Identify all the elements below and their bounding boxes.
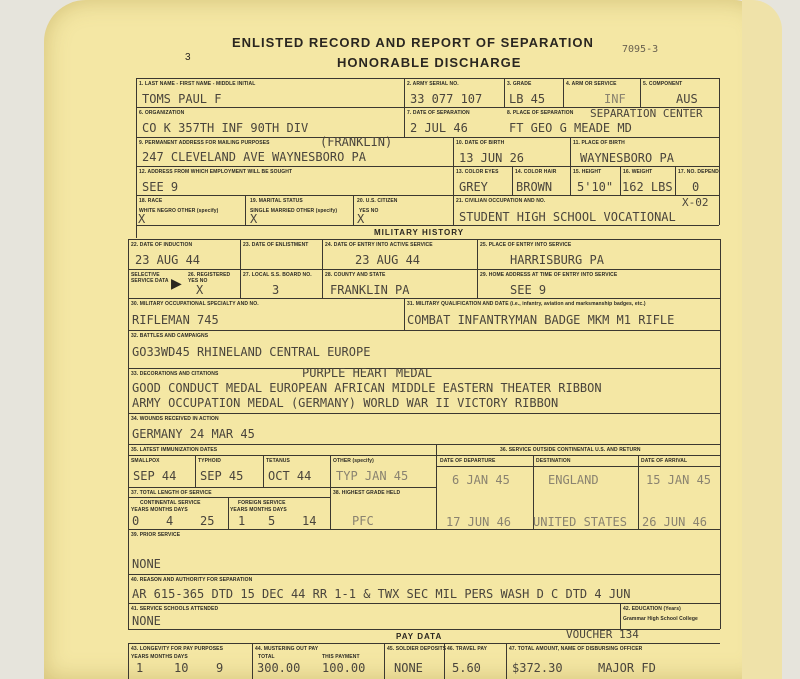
weight-label: 16. WEIGHT xyxy=(623,169,653,175)
arrow-right-icon: ▶ xyxy=(171,275,182,291)
travel-pay-label: 46. TRAVEL PAY xyxy=(447,646,488,652)
grade-held-value: PFC xyxy=(352,514,374,528)
hair-label: 14. COLOR HAIR xyxy=(515,169,557,175)
mustering-total-label: TOTAL xyxy=(258,654,275,660)
education-columns: Grammar High School College xyxy=(623,616,698,622)
foreign-days: 14 xyxy=(302,514,317,528)
arm-label: 4. ARM OR SERVICE xyxy=(566,81,617,87)
longevity-ymd-label: YEARS MONTHS DAYS xyxy=(131,654,188,660)
separation-date-value: 2 JUL 46 xyxy=(410,121,468,135)
soldier-deposits-value: NONE xyxy=(394,661,423,675)
foreign-years: 1 xyxy=(238,514,246,528)
component-label: 5. COMPONENT xyxy=(643,81,683,87)
pob-label: 11. PLACE OF BIRTH xyxy=(573,140,625,146)
race-label: 18. RACE xyxy=(139,198,163,204)
prior-service-value: NONE xyxy=(132,557,161,571)
active-value: 23 AUG 44 xyxy=(355,253,421,267)
entry-place-label: 25. PLACE OF ENTRY INTO SERVICE xyxy=(480,242,572,248)
race-mark: X xyxy=(138,212,146,226)
board-label: 27. LOCAL S.S. BOARD NO. xyxy=(243,272,312,278)
this-payment-label: THIS PAYMENT xyxy=(322,654,360,660)
separation-center-value: SEPARATION CENTER xyxy=(590,107,703,120)
disbursing-officer-value: MAJOR FD xyxy=(598,661,656,675)
dependents-label: 17. NO. DEPEND. xyxy=(678,169,721,175)
arrival-2: 26 JUN 46 xyxy=(642,515,708,529)
eyes-value: GREY xyxy=(459,180,488,194)
page-number: 3 xyxy=(185,52,191,63)
continental-ymd-label: YEARS MONTHS DAYS xyxy=(131,507,188,513)
typhoid-value: SEP 45 xyxy=(200,469,244,483)
decorations-label: 33. DECORATIONS AND CITATIONS xyxy=(131,371,219,377)
form-subtitle: HONORABLE DISCHARGE xyxy=(337,55,522,70)
form-title: ENLISTED RECORD AND REPORT OF SEPARATION xyxy=(232,35,594,50)
decorations-line1: GOOD CONDUCT MEDAL EUROPEAN AFRICAN MIDDLE EASTERN THEATER RIBBON xyxy=(132,381,602,395)
grade-value: LB 45 xyxy=(509,92,546,106)
eyes-label: 13. COLOR EYES xyxy=(456,169,499,175)
cont-months: 4 xyxy=(166,514,174,528)
enlistment-label: 23. DATE OF ENLISTMENT xyxy=(243,242,309,248)
mustering-label: 44. MUSTERING OUT PAY xyxy=(255,646,319,652)
county-value: FRANKLIN PA xyxy=(330,283,410,297)
other-label: OTHER (specify) xyxy=(333,458,374,464)
longevity-days: 9 xyxy=(216,661,224,675)
dob-label: 10. DATE OF BIRTH xyxy=(456,140,505,146)
decorations-line2: ARMY OCCUPATION MEDAL (GERMANY) WORLD WAR II VICTORY RIBBON xyxy=(132,396,559,410)
separation-date-label: 7. DATE OF SEPARATION xyxy=(407,110,470,116)
serial-value: 33 077 107 xyxy=(410,92,483,106)
registered-label: 26. REGISTERED YES NO xyxy=(188,272,231,284)
separation-place-value: FT GEO G MEADE MD xyxy=(509,121,632,135)
corner-stamp: 7095-3 xyxy=(622,44,659,55)
pay-data-title: PAY DATA xyxy=(396,632,443,641)
paper-curled-edge xyxy=(742,0,782,679)
foreign-months: 5 xyxy=(268,514,276,528)
arrival-1: 15 JAN 45 xyxy=(646,473,712,487)
cont-days: 25 xyxy=(200,514,215,528)
component-value: AUS xyxy=(676,92,698,106)
active-label: 24. DATE OF ENTRY INTO ACTIVE SERVICE xyxy=(325,242,433,248)
height-value: 5'10" xyxy=(577,180,614,194)
home-label: 29. HOME ADDRESS AT TIME OF ENTRY INTO SERVICE xyxy=(480,272,618,278)
overseas-label: 36. SERVICE OUTSIDE CONTINENTAL U.S. AND RETURN xyxy=(500,447,641,453)
destination-1: ENGLAND xyxy=(548,473,599,487)
reason-label: 40. REASON AND AUTHORITY FOR SEPARATION xyxy=(131,577,253,583)
departure-label: DATE OF DEPARTURE xyxy=(440,458,496,464)
induction-label: 22. DATE OF INDUCTION xyxy=(131,242,193,248)
departure-2: 17 JUN 46 xyxy=(446,515,512,529)
battles-value: GO33WD45 RHINELAND CENTRAL EUROPE xyxy=(132,345,371,359)
height-label: 15. HEIGHT xyxy=(573,169,602,175)
home-value: SEE 9 xyxy=(510,283,547,297)
wounds-label: 34. WOUNDS RECEIVED IN ACTION xyxy=(131,416,219,422)
county-note: (FRANKLIN) xyxy=(320,135,393,149)
name-value: TOMS PAUL F xyxy=(142,92,222,106)
longevity-months: 10 xyxy=(174,661,189,675)
immunization-label: 35. LATEST IMMUNIZATION DATES xyxy=(131,447,218,453)
travel-pay-value: 5.60 xyxy=(452,661,481,675)
mos-label: 30. MILITARY OCCUPATIONAL SPECIALTY AND NO. xyxy=(131,301,259,307)
serial-label: 2. ARMY SERIAL NO. xyxy=(407,81,459,87)
separation-place-label: 8. PLACE OF SEPARATION xyxy=(507,110,574,116)
race-options: WHITE NEGRO OTHER (specify) xyxy=(139,208,219,214)
entry-place-value: HARRISBURG PA xyxy=(510,253,604,267)
qualification-value: COMBAT INFANTRYMAN BADGE MKM M1 RIFLE xyxy=(407,313,675,327)
military-history-title: MILITARY HISTORY xyxy=(374,228,465,237)
dependents-value: 0 xyxy=(692,180,700,194)
other-value: TYP JAN 45 xyxy=(336,469,409,483)
citizen-label: 20. U.S. CITIZEN xyxy=(357,198,398,204)
smallpox-value: SEP 44 xyxy=(133,469,177,483)
schools-label: 41. SERVICE SCHOOLS ATTENDED xyxy=(131,606,219,612)
dob-value: 13 JUN 26 xyxy=(459,151,525,165)
address-value: 247 CLEVELAND AVE WAYNESBORO PA xyxy=(142,150,366,164)
occupation-code: X-02 xyxy=(682,196,709,209)
qualification-label: 31. MILITARY QUALIFICATION AND DATE (i.e., infantry, aviation and marksmanship badges, etc.) xyxy=(407,301,646,307)
continental-label: CONTINENTAL SERVICE xyxy=(140,500,201,506)
total-amount-value: $372.30 xyxy=(512,661,563,675)
marital-options: SINGLE MARRIED OTHER (specify) xyxy=(250,208,338,214)
board-value: 3 xyxy=(272,283,280,297)
tetanus-label: TETANUS xyxy=(266,458,290,464)
pob-value: WAYNESBORO PA xyxy=(580,151,674,165)
destination-2: UNITED STATES xyxy=(533,515,627,529)
smallpox-label: SMALLPOX xyxy=(131,458,160,464)
citizen-options: YES NO xyxy=(359,208,379,214)
mustering-total-value: 300.00 xyxy=(257,661,301,675)
grade-label: 3. GRADE xyxy=(507,81,532,87)
county-label: 28. COUNTY AND STATE xyxy=(325,272,386,278)
tetanus-value: OCT 44 xyxy=(268,469,312,483)
mos-value: RIFLEMAN 745 xyxy=(132,313,219,327)
typhoid-label: TYPHOID xyxy=(198,458,221,464)
employment-address-value: SEE 9 xyxy=(142,180,179,194)
registered-mark: X xyxy=(196,283,204,297)
marital-label: 19. MARITAL STATUS xyxy=(250,198,303,204)
departure-1: 6 JAN 45 xyxy=(452,473,510,487)
destination-label: DESTINATION xyxy=(536,458,571,464)
name-label: 1. LAST NAME - FIRST NAME - MIDDLE INITIAL xyxy=(139,81,256,87)
wounds-value: GERMANY 24 MAR 45 xyxy=(132,427,255,441)
marital-mark: X xyxy=(250,212,258,226)
occupation-value: STUDENT HIGH SCHOOL VOCATIONAL xyxy=(459,210,676,224)
longevity-years: 1 xyxy=(136,661,144,675)
organization-label: 6. ORGANIZATION xyxy=(139,110,185,116)
voucher-value: VOUCHER 134 xyxy=(566,628,639,641)
grade-held-label: 38. HIGHEST GRADE HELD xyxy=(333,490,401,496)
soldier-deposits-label: 45. SOLDIER DEPOSITS xyxy=(387,646,447,652)
battles-label: 32. BATTLES AND CAMPAIGNS xyxy=(131,333,209,339)
employment-address-label: 12. ADDRESS FROM WHICH EMPLOYMENT WILL BE SOUGHT xyxy=(139,169,293,175)
total-amount-label: 47. TOTAL AMOUNT, NAME OF DISBURSING OFFICER xyxy=(509,646,643,652)
organization-value: CO K 357TH INF 90TH DIV xyxy=(142,121,309,135)
foreign-label: FOREIGN SERVICE xyxy=(238,500,286,506)
weight-value: 162 LBS xyxy=(622,180,673,194)
decorations-top: PURPLE HEART MEDAL xyxy=(302,366,433,380)
arm-value: INF xyxy=(604,92,626,106)
arrival-label: DATE OF ARRIVAL xyxy=(641,458,688,464)
education-label: 42. EDUCATION (Years) xyxy=(623,606,681,612)
hair-value: BROWN xyxy=(516,180,553,194)
induction-value: 23 AUG 44 xyxy=(135,253,201,267)
reason-value: AR 615-365 DTD 15 DEC 44 RR 1-1 & TWX SEC MIL PERS WASH D C DTD 4 JUN xyxy=(132,587,631,601)
longevity-label: 43. LONGEVITY FOR PAY PURPOSES xyxy=(131,646,224,652)
selective-service-label: SELECTIVE SERVICE DATA xyxy=(131,272,169,284)
address-label: 9. PERMANENT ADDRESS FOR MAILING PURPOSES xyxy=(139,140,270,146)
occupation-label: 21. CIVILIAN OCCUPATION AND NO. xyxy=(456,198,546,204)
length-label: 37. TOTAL LENGTH OF SERVICE xyxy=(131,490,212,496)
this-payment-value: 100.00 xyxy=(322,661,366,675)
cont-years: 0 xyxy=(132,514,140,528)
foreign-ymd-label: YEARS MONTHS DAYS xyxy=(230,507,287,513)
schools-value: NONE xyxy=(132,614,161,628)
prior-service-label: 39. PRIOR SERVICE xyxy=(131,532,181,538)
citizen-mark: X xyxy=(357,212,365,226)
